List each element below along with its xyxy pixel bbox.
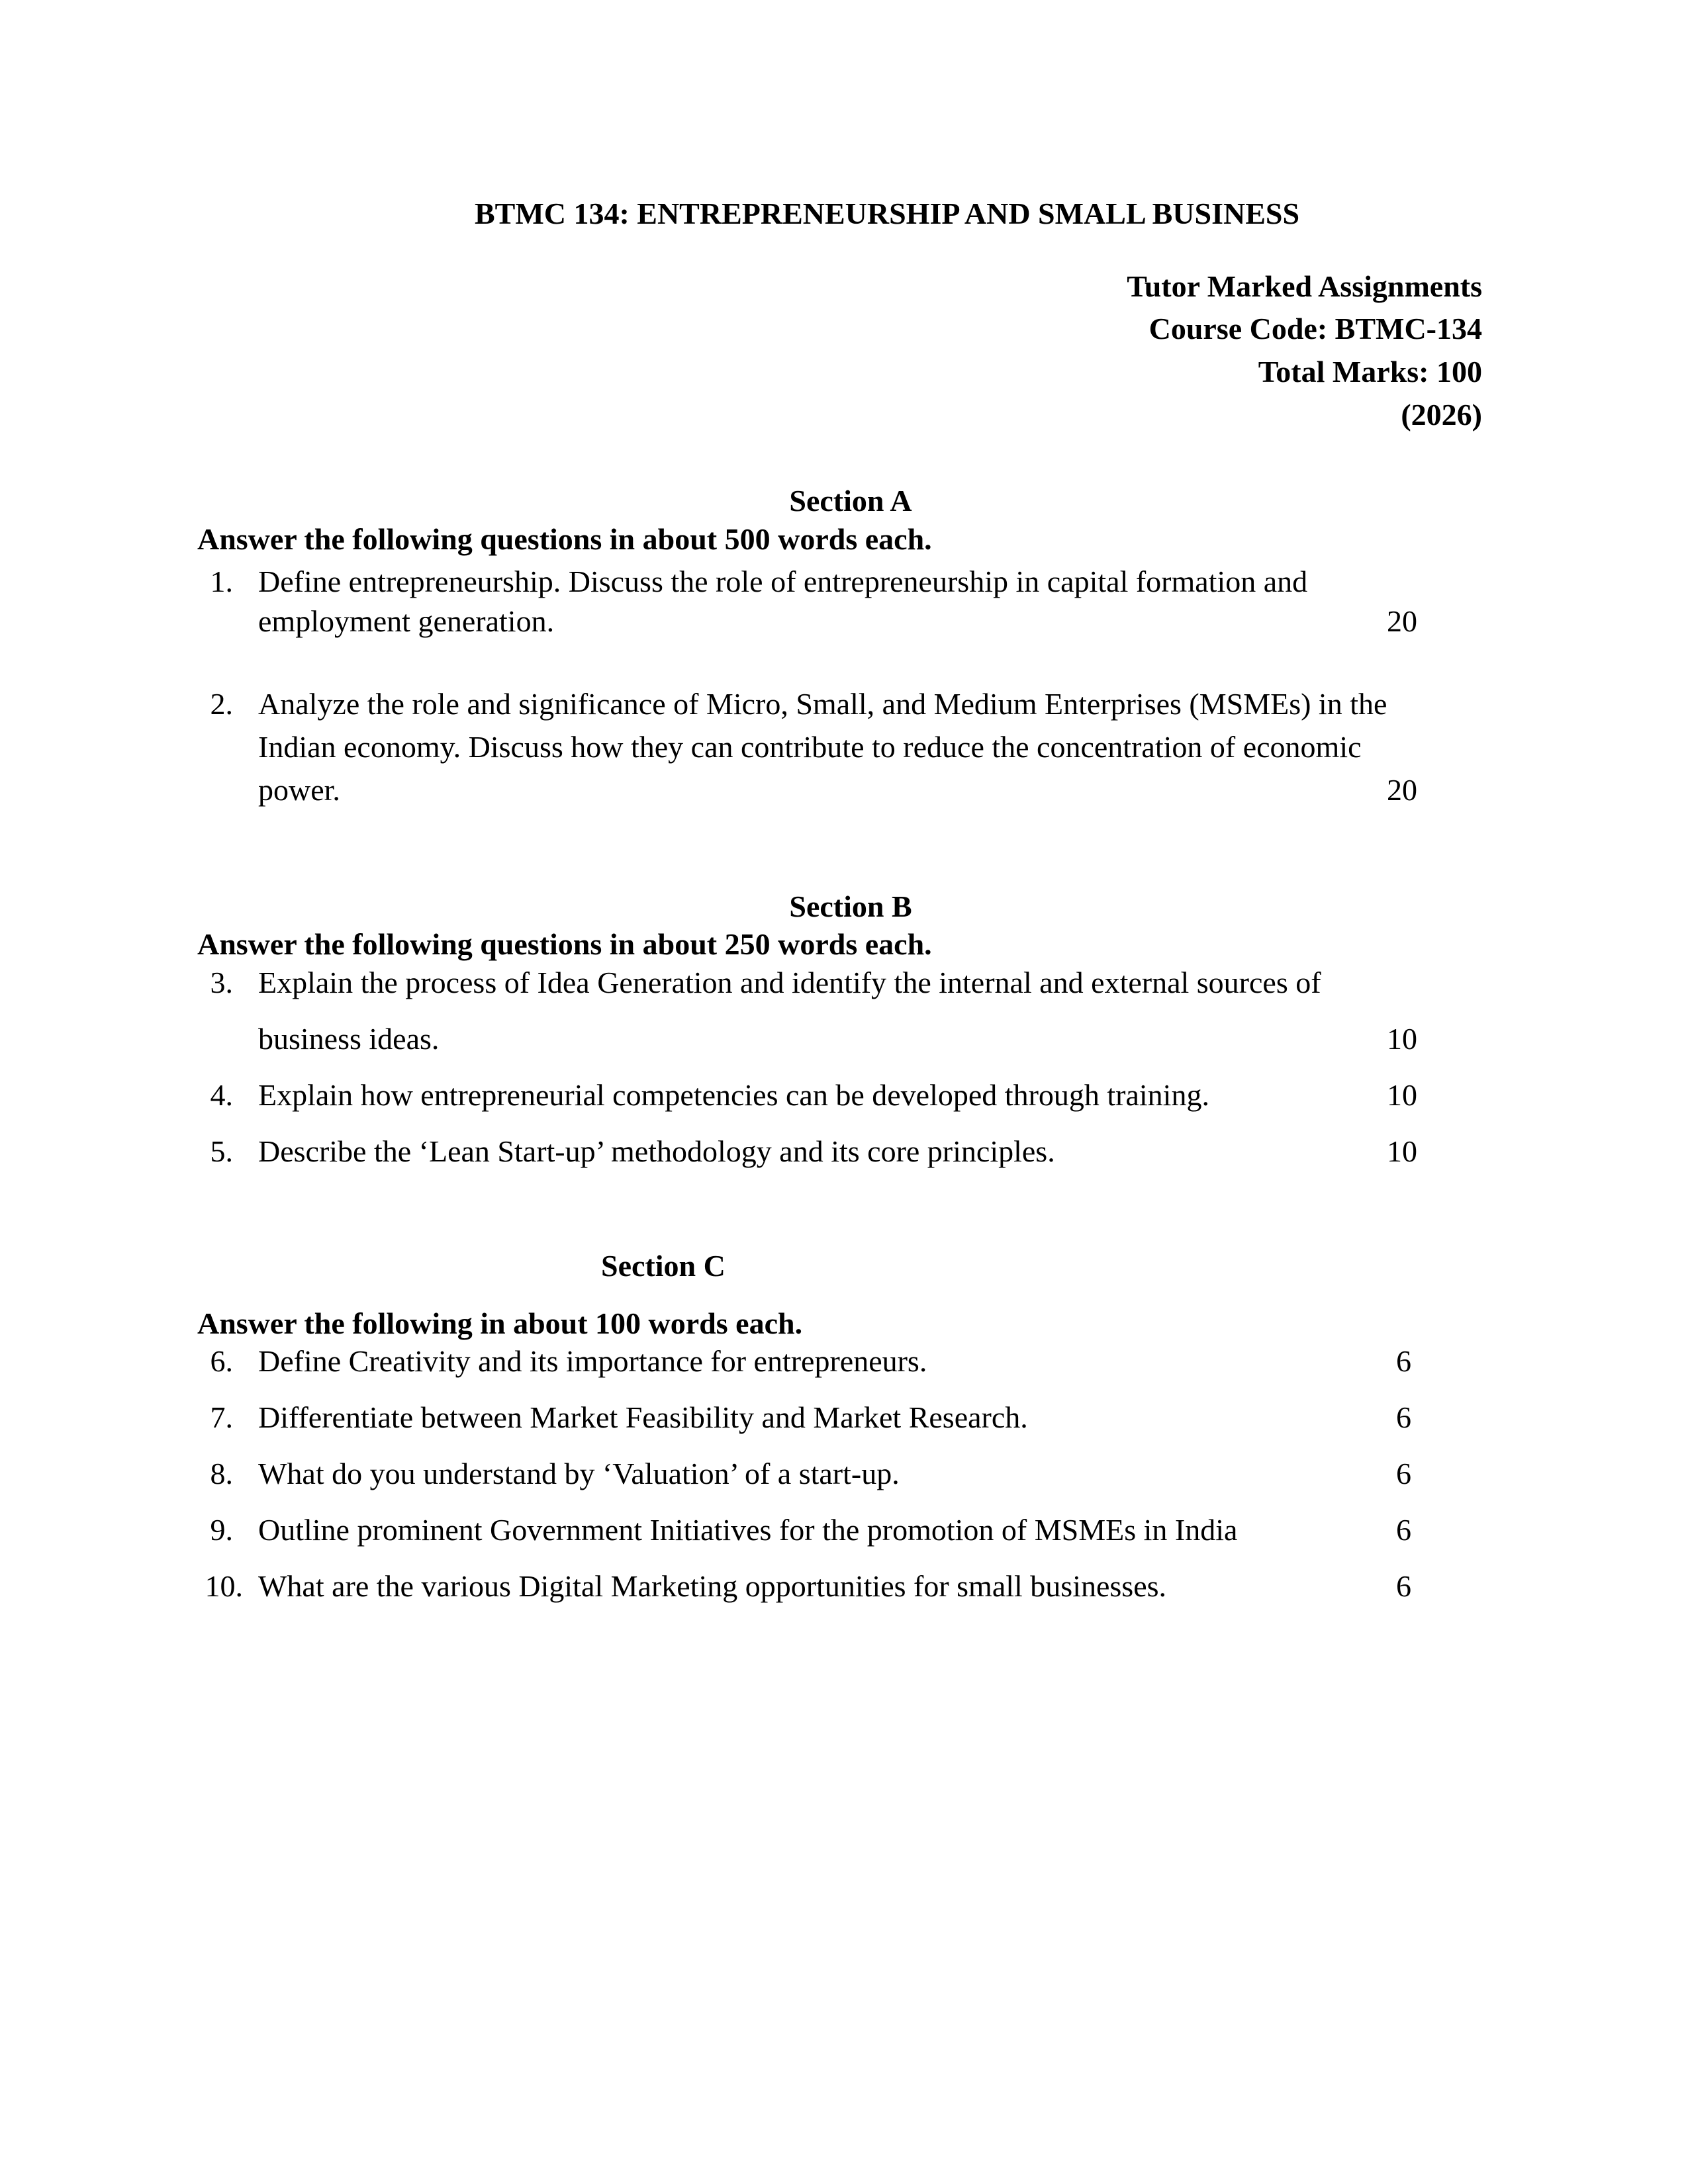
assignment-year: (2026) <box>1401 398 1482 432</box>
question-marks: 10 <box>1387 1134 1417 1168</box>
question-text-line: power. <box>258 773 340 807</box>
question-marks: 10 <box>1387 1078 1417 1112</box>
question-text-line: Indian economy. Discuss how they can contribute to reduce the concentration of economic <box>258 730 1362 764</box>
section-a-heading: Section A <box>789 484 912 518</box>
question-text-line: business ideas. <box>258 1022 440 1056</box>
document-title: BTMC 134: ENTREPRENEURSHIP AND SMALL BUSINESS <box>474 197 1300 230</box>
course-code: Course Code: BTMC-134 <box>1149 312 1482 345</box>
question-marks: 20 <box>1387 604 1417 638</box>
question-text-line: Define Creativity and its importance for entrepreneurs. <box>258 1344 927 1378</box>
question-number: 6. <box>210 1344 233 1378</box>
section-c-instruction: Answer the following in about 100 words each. <box>197 1306 803 1340</box>
question-number: 5. <box>210 1134 233 1168</box>
question-number: 9. <box>210 1513 233 1547</box>
question-text-line: Define entrepreneurship. Discuss the role of entrepreneurship in capital formation and <box>258 565 1308 598</box>
question-number: 10. <box>205 1569 243 1603</box>
question-marks: 6 <box>1396 1569 1411 1603</box>
question-text-line: Differentiate between Market Feasibility and Market Research. <box>258 1400 1028 1434</box>
question-number: 7. <box>210 1400 233 1434</box>
section-b-instruction: Answer the following questions in about 250 words each. <box>197 927 932 961</box>
question-text-line: What are the various Digital Marketing opportunities for small businesses. <box>258 1569 1167 1603</box>
question-marks: 6 <box>1396 1400 1411 1434</box>
section-b-heading: Section B <box>789 889 912 923</box>
question-marks: 6 <box>1396 1457 1411 1490</box>
question-text-line: employment generation. <box>258 604 555 638</box>
question-marks: 6 <box>1396 1513 1411 1547</box>
question-marks: 6 <box>1396 1344 1411 1378</box>
question-text-line: Describe the ‘Lean Start-up’ methodology and its core principles. <box>258 1134 1055 1168</box>
question-number: 8. <box>210 1457 233 1490</box>
question-number: 3. <box>210 966 233 999</box>
assignment-type: Tutor Marked Assignments <box>1127 269 1482 303</box>
question-marks: 20 <box>1387 773 1417 807</box>
question-text-line: Explain how entrepreneurial competencies can be developed through training. <box>258 1078 1209 1112</box>
question-text-line: Explain the process of Idea Generation and identify the internal and external sources of <box>258 966 1321 999</box>
question-number: 2. <box>210 687 233 721</box>
section-a-instruction: Answer the following questions in about 500 words each. <box>197 522 932 556</box>
question-marks: 10 <box>1387 1022 1417 1056</box>
question-text-line: What do you understand by ‘Valuation’ of a start-up. <box>258 1457 900 1490</box>
question-number: 4. <box>210 1078 233 1112</box>
question-text-line: Outline prominent Government Initiatives for the promotion of MSMEs in India <box>258 1513 1238 1547</box>
total-marks: Total Marks: 100 <box>1258 355 1482 388</box>
question-number: 1. <box>210 565 233 598</box>
section-c-heading: Section C <box>601 1249 726 1283</box>
question-text-line: Analyze the role and significance of Micro, Small, and Medium Enterprises (MSMEs) in the <box>258 687 1387 721</box>
